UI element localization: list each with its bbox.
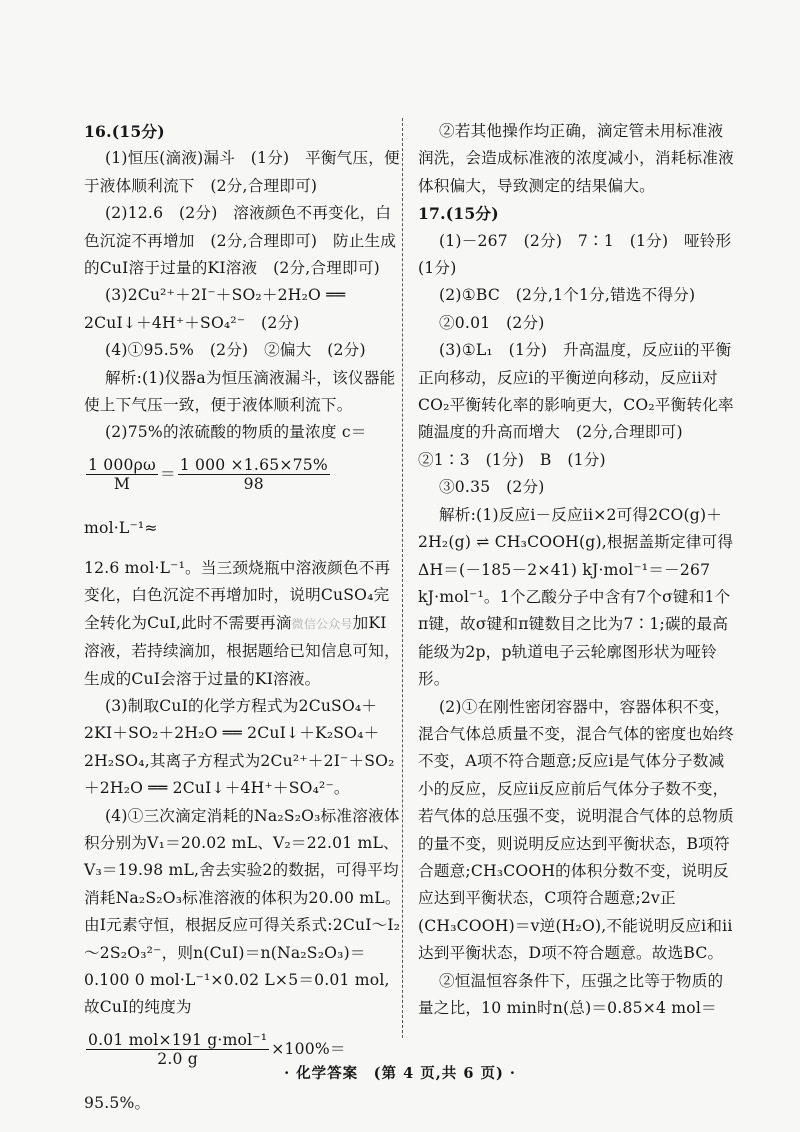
q16-answer-2: (2)12.6 (2分) 溶液颜色不再变化，白色沉淀不再增加 (2分,合理即可) 防止生成的CuI溶于过量的KI溶液 (2分,合理即可) (84, 204, 397, 278)
unit-text: mol·L⁻¹≈ (84, 518, 158, 537)
right-column (418, 118, 748, 1022)
q16-explanation-2-rest (84, 555, 402, 693)
fraction-numerator: 1 000 ×1.65×75% (179, 456, 328, 475)
q16-explanation-4: (4)①三次滴定消耗的Na₂S₂O₃标准溶液体积分别为V₁＝20.02 mL、V₂＝22.01 mL、V₃＝19.98 mL,舍去实验2的数据，可得平均消耗Na₂S₂O₃标准溶液的体积为20.00 mL。由I元素守恒，根据反应可得关系式:2CuI～I₂～2S₂O₃²⁻，则n(CuI)＝n(Na₂S₂O₃)＝0.100 0 mol·L⁻¹×0.02 L×5＝0.01 mol,故CuI的纯度为 (84, 806, 401, 1017)
column-divider (402, 118, 403, 1038)
watermark-text: 微信公众号 (291, 616, 353, 631)
q17-answer-2b: ②0.01 (2分) (439, 313, 545, 332)
q16-explanation-continued: ②若其他操作均正确，滴定管未用标准液润洗，会造成标准液的浓度减小，消耗标准液体积偏大，导致测定的结果偏大。 (418, 122, 734, 195)
concentration-formula (84, 447, 402, 555)
fraction-denominator: M (113, 475, 131, 494)
q17-answer-1: (1)－267 (2分) 7∶1 (1分) 哑铃形 (1分) (418, 231, 748, 278)
q17-answer-3c: ③0.35 (2分) (439, 478, 545, 497)
q16-answer-3: (3)2Cu²⁺＋2I⁻＋SO₂＋2H₂O ══ 2CuI↓＋4H⁺＋SO₄²⁻ (2分) (84, 286, 346, 332)
explanation-text: 12.6 mol·L⁻¹。当三颈烧瓶中溶液颜色不再变化，白色沉淀不再增加时，说明CuSO₄完全转化为CuI,此时不需要再滴 (84, 558, 391, 632)
fraction-denominator: 2.0 g (157, 1050, 198, 1069)
q16-heading: 16.(15分) (84, 122, 165, 141)
explanation-text: 加KI溶液，若持续滴加，根据题给已知信息可知，生成的CuI会溶于过量的KI溶液。 (84, 613, 400, 688)
page-footer: · 化学答案 (第 4 页,共 6 页) · (284, 1065, 516, 1082)
fraction-numerator: 1 000ρω (88, 456, 156, 475)
q16-explanation-1: 解析:(1)仪器a为恒压滴液漏斗，该仪器能使上下气压一致，便于液体顺利流下。 (84, 368, 396, 415)
fraction-general (86, 456, 158, 493)
q17-explanation-2: (2)①在刚性密闭容器中，容器体积不变，混合气体总质量不变，混合气体的密度也始终不变，A项不符合题意;反应i是气体分子数减小的反应，反应ii反应前后气体分子数不变，若气体的总压强不变，说明混合气体的总物质的量不变，则说明反应达到平衡状态，B项符合题意;CH₃COOH的体积分数不变，说明反应达到平衡状态，C项符合题意;2v正(CH₃COOH)＝v逆(H₂O),不能说明反应i和ii达到平衡状态，D项不符合题意。故选BC。 (418, 697, 734, 963)
fraction-numerator: 0.01 mol×191 g·mol⁻¹ (88, 1031, 268, 1050)
q16-explanation-3: (3)制取CuI的化学方程式为2CuSO₄＋2KI＋SO₂＋2H₂O ══ 2CuI↓＋K₂SO₄＋2H₂SO₄,其离子方程式为2Cu²⁺＋2I⁻＋SO₂＋2H₂O ══ 2CuI↓＋4H⁺＋SO₄²⁻。 (84, 696, 395, 798)
equals-sign: ＝ (159, 464, 176, 483)
fraction-numeric (178, 456, 330, 493)
q17-explanation-3: ②恒温恒容条件下，压强之比等于物质的量之比，10 min时n(总)＝0.85×4 mol＝ (418, 971, 724, 1017)
q17-heading: 17.(15分) (418, 204, 499, 224)
purity-result: ×100%＝95.5%。 (84, 1039, 346, 1112)
q17-answer-3: (3)①L₁ (1分) 升高温度，反应ii的平衡正向移动，反应i的平衡逆向移动，反应ii对CO₂平衡转化率的影响更大，CO₂平衡转化率随温度的升高而增大 (2分,合理即可) ②1∶3 (1分) B (1分) (418, 341, 734, 469)
q16-answer-1: (1)恒压(滴液)漏斗 (1分) 平衡气压，便于液体顺利流下 (2分,合理即可) (84, 149, 400, 195)
fraction-denominator: 98 (243, 475, 264, 494)
q16-explanation-2-lead: (2)75%的浓硫酸的物质的量浓度 c＝ (105, 423, 367, 442)
left-column (84, 118, 402, 1130)
q16-answer-4: (4)①95.5% (2分) ②偏大 (2分) (105, 341, 366, 360)
q17-explanation-1: 解析:(1)反应i－反应ii×2可得2CO(g)＋2H₂(g) ⇌ CH₃COOH(g),根据盖斯定律可得ΔH＝(－185－2×41) kJ·mol⁻¹＝－267 kJ·mol⁻¹。1个乙酸分子中含有7个σ键和1个π键，故σ键和π键数目之比为7∶1;碳的最高能级为2p，p轨道电子云轮廓图形状为哑铃形。 (418, 505, 734, 689)
q17-answer-2a: (2)①BC (2分,1个1分,错选不得分) (439, 286, 696, 305)
